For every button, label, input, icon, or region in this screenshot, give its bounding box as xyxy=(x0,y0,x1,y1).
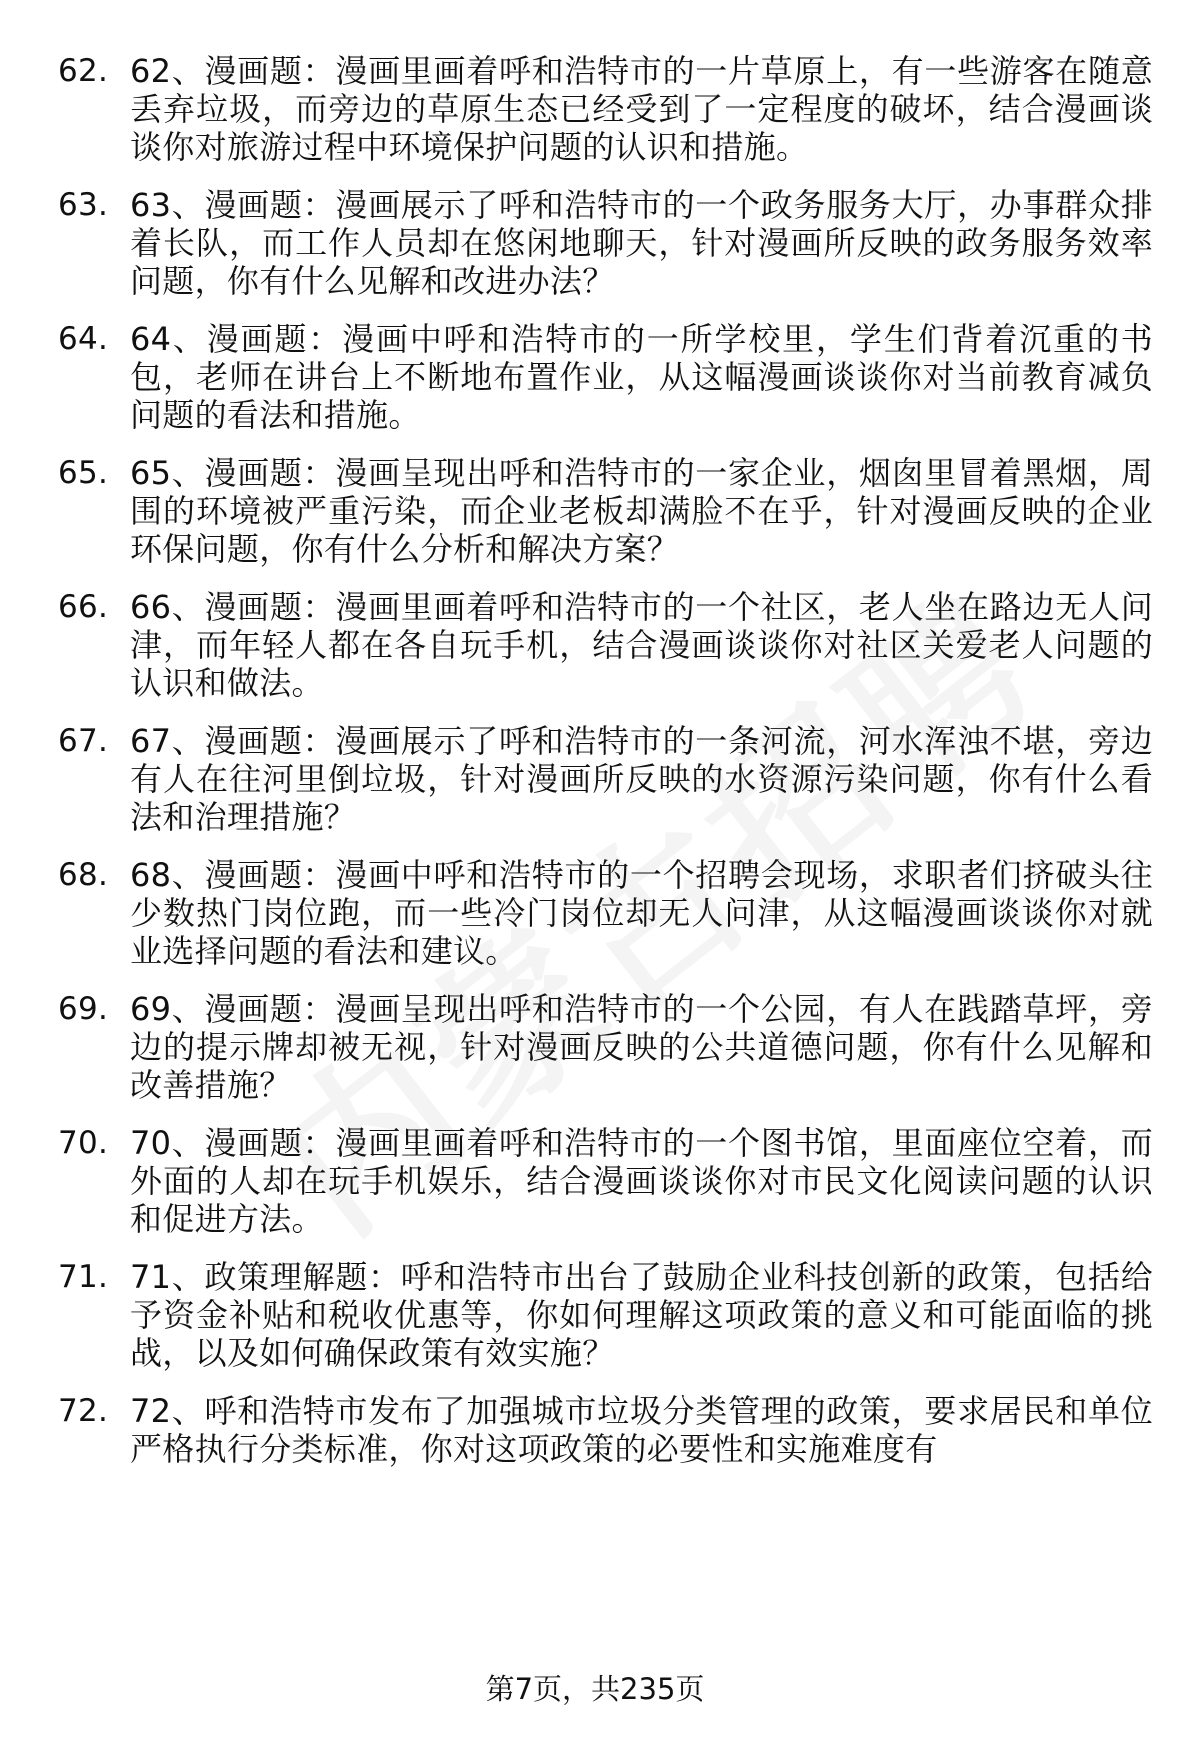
question-item xyxy=(58,52,1153,166)
question-text: 64、漫画题：漫画中呼和浩特市的一所学校里，学生们背着沉重的书包，老师在讲台上不断地布置作业，从这幅漫画谈谈你对当前教育减负问题的看法和措施。 xyxy=(130,320,1153,434)
question-text: 62、漫画题：漫画里画着呼和浩特市的一片草原上，有一些游客在随意丢弃垃圾，而旁边的草原生态已经受到了一定程度的破坏，结合漫画谈谈你对旅游过程中环境保护问题的认识和措施。 xyxy=(130,52,1153,166)
question-text: 63、漫画题：漫画展示了呼和浩特市的一个政务服务大厅，办事群众排着长队，而工作人员却在悠闲地聊天，针对漫画所反映的政务服务效率问题，你有什么见解和改进办法？ xyxy=(130,186,1153,300)
question-list xyxy=(58,52,1153,1488)
question-number: 64. xyxy=(58,321,109,357)
question-number: 70. xyxy=(58,1125,109,1161)
question-text: 65、漫画题：漫画呈现出呼和浩特市的一家企业，烟囱里冒着黑烟，周围的环境被严重污染，而企业老板却满脸不在乎，针对漫画反映的企业环保问题，你有什么分析和解决方案？ xyxy=(130,454,1153,568)
question-text: 72、呼和浩特市发布了加强城市垃圾分类管理的政策，要求居民和单位严格执行分类标准，你对这项政策的必要性和实施难度有 xyxy=(130,1392,1153,1468)
question-number: 67. xyxy=(58,723,109,759)
question-item xyxy=(58,1392,1153,1468)
question-item xyxy=(58,856,1153,970)
question-text: 67、漫画题：漫画展示了呼和浩特市的一条河流，河水浑浊不堪，旁边有人在往河里倒垃圾，针对漫画所反映的水资源污染问题，你有什么看法和治理措施？ xyxy=(130,722,1153,836)
question-item xyxy=(58,186,1153,300)
question-number: 72. xyxy=(58,1393,109,1429)
question-number: 63. xyxy=(58,187,109,223)
page-footer: 第7页，共235页 xyxy=(485,1672,705,1706)
question-number: 68. xyxy=(58,857,109,893)
question-item xyxy=(58,588,1153,702)
question-item xyxy=(58,722,1153,836)
question-number: 65. xyxy=(58,455,109,491)
question-number: 62. xyxy=(58,53,109,89)
question-item xyxy=(58,1124,1153,1238)
question-text: 68、漫画题：漫画中呼和浩特市的一个招聘会现场，求职者们挤破头往少数热门岗位跑，而一些冷门岗位却无人问津，从这幅漫画谈谈你对就业选择问题的看法和建议。 xyxy=(130,856,1153,970)
question-text: 69、漫画题：漫画呈现出呼和浩特市的一个公园，有人在践踏草坪，旁边的提示牌却被无视，针对漫画反映的公共道德问题，你有什么见解和改善措施？ xyxy=(130,990,1153,1104)
question-item xyxy=(58,990,1153,1104)
question-number: 71. xyxy=(58,1259,109,1295)
question-text: 71、政策理解题：呼和浩特市出台了鼓励企业科技创新的政策，包括给予资金补贴和税收优惠等，你如何理解这项政策的意义和可能面临的挑战，以及如何确保政策有效实施？ xyxy=(130,1258,1153,1372)
question-item xyxy=(58,320,1153,434)
question-item xyxy=(58,454,1153,568)
question-text: 66、漫画题：漫画里画着呼和浩特市的一个社区，老人坐在路边无人问津，而年轻人都在各自玩手机，结合漫画谈谈你对社区关爱老人问题的认识和做法。 xyxy=(130,588,1153,702)
question-number: 69. xyxy=(58,991,109,1027)
question-text: 70、漫画题：漫画里画着呼和浩特市的一个图书馆，里面座位空着，而外面的人却在玩手机娱乐，结合漫画谈谈你对市民文化阅读问题的认识和促进方法。 xyxy=(130,1124,1153,1238)
question-number: 66. xyxy=(58,589,109,625)
question-item xyxy=(58,1258,1153,1372)
